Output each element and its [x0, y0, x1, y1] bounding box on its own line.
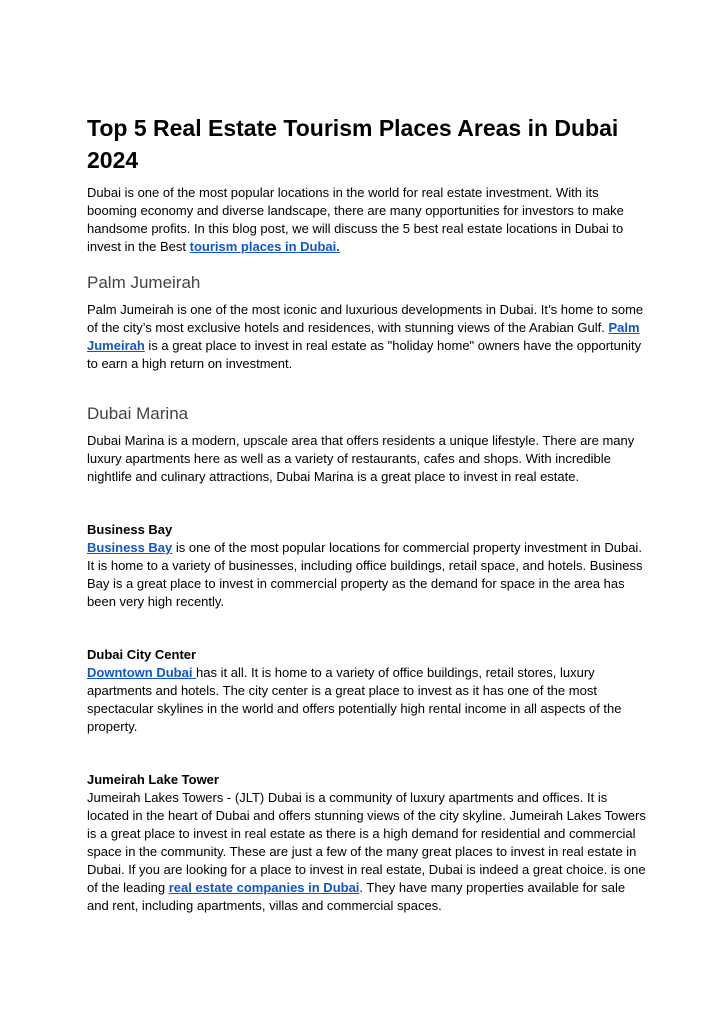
palm-jumeirah-link[interactable]: Palm Jumeirah — [87, 320, 640, 353]
business-bay-paragraph — [87, 539, 647, 611]
dubai-city-center-paragraph — [87, 664, 647, 736]
jlt-text-before: Jumeirah Lakes Towers - (JLT) Dubai is a community of luxury apartments and offices. It is located in the heart of Dubai and offers stunning views of the city skyline. Jumeirah Lakes Towers is a great place to invest in real estate as there is a high demand for residential and commercial space in the community. These are just a few of the many great places to invest in real estate in Dubai. If you are looking for a place to invest in real estate, Dubai is indeed a great choice. is one of the leading — [87, 790, 646, 895]
palm-jumeirah-paragraph — [87, 301, 647, 373]
intro-paragraph — [87, 184, 647, 256]
dubai-city-center-heading: Dubai City Center — [87, 647, 197, 662]
dubai-marina-paragraph: Dubai Marina is a modern, upscale area that offers residents a unique lifestyle. There are many luxury apartments here as well as a variety of restaurants, cafes and shops. With incredible nightlife and culinary attractions, Dubai Marina is a great place to invest in real estate. — [87, 433, 635, 484]
business-bay-text: is one of the most popular locations for commercial property investment in Dubai. It is home to a variety of businesses, including office buildings, retail space, and hotels. Business Bay is a great place to invest in commercial property as the demand for space in the area has been very high recently. — [87, 540, 643, 609]
palm-text-after: is a great place to invest in real estate as "holiday home" owners have the opportunity to earn a high return on investment. — [87, 338, 642, 371]
palm-jumeirah-heading: Palm Jumeirah — [87, 273, 201, 292]
business-bay-link[interactable]: Business Bay — [87, 540, 173, 555]
jlt-text-after: . They have many properties available for sale and rent, including apartments, villas and commercial spaces. — [87, 880, 626, 913]
city-center-text: has it all. It is home to a variety of office buildings, retail stores, luxury apartments and hotels. The city center is a great place to invest as it has one of the most spectacular skylines in the world and offers potentially high rental income in all aspects of the property. — [87, 665, 622, 734]
intro-link-period[interactable]: . — [336, 239, 340, 254]
real-estate-companies-link[interactable]: real estate companies in Dubai — [168, 880, 360, 895]
page-title: Top 5 Real Estate Tourism Places Areas in Dubai 2024 — [87, 115, 619, 173]
tourism-places-link[interactable]: tourism places in Dubai — [189, 239, 337, 254]
dubai-marina-heading: Dubai Marina — [87, 404, 189, 423]
jumeirah-lake-tower-heading: Jumeirah Lake Tower — [87, 772, 219, 787]
downtown-dubai-link[interactable]: Downtown Dubai — [87, 665, 197, 680]
document-page — [87, 112, 647, 915]
palm-text-before: Palm Jumeirah is one of the most iconic and luxurious developments in Dubai. It’s home to some of the city’s most exclusive hotels and residences, with stunning views of the Arabian Gulf. — [87, 302, 644, 335]
jumeirah-lake-tower-paragraph — [87, 789, 647, 915]
intro-text: Dubai is one of the most popular locations in the world for real estate investment. With its booming economy and diverse landscape, there are many opportunities for investors to make handsome profits. In this blog post, we will discuss the 5 best real estate locations in Dubai to invest in the Best — [87, 185, 624, 254]
business-bay-heading: Business Bay — [87, 522, 173, 537]
